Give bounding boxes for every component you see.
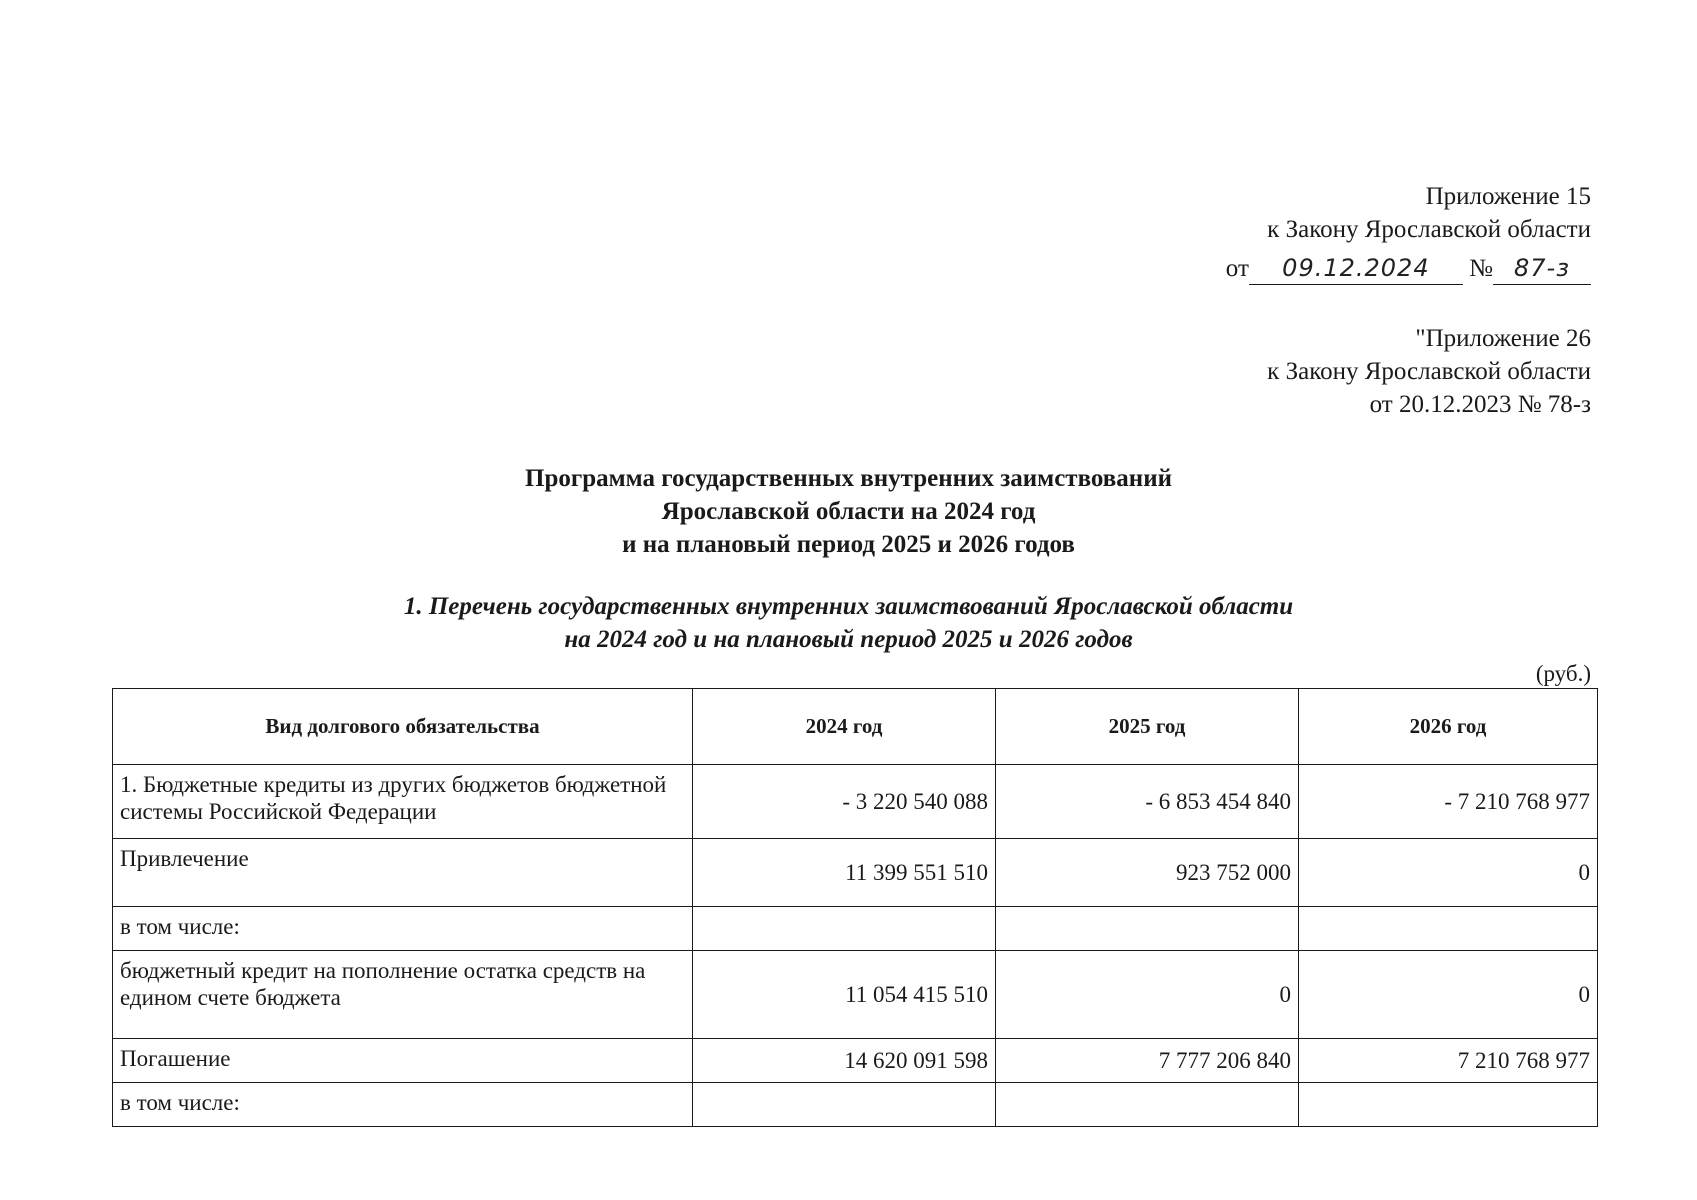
row-label: бюджетный кредит на пополнение остатка средств на едином счете бюджета xyxy=(113,951,693,1039)
value-2025 xyxy=(996,907,1299,951)
section-heading-line-1: 1. Перечень государственных внутренних заимствований Ярославской области xyxy=(403,593,1294,620)
document-title-line-3: и на плановый период 2025 и 2026 годов xyxy=(622,531,1075,558)
document-title-line-1: Программа государственных внутренних заимствований xyxy=(525,465,1172,492)
row-label: 1. Бюджетные кредиты из других бюджетов бюджетной системы Российской Федерации xyxy=(113,765,693,839)
value-2025: - 6 853 454 840 xyxy=(996,765,1299,839)
value-2026: - 7 210 768 977 xyxy=(1299,765,1598,839)
appendix-title: Приложение 15 xyxy=(1425,183,1591,210)
borrowings-table xyxy=(112,688,1598,1127)
original-appendix-title: "Приложение 26 xyxy=(1415,325,1591,352)
appendix-date-line xyxy=(1226,252,1591,285)
value-2026: 7 210 768 977 xyxy=(1299,1039,1598,1083)
table-header-row xyxy=(113,689,1598,765)
value-2026 xyxy=(1299,907,1598,951)
appendix-header xyxy=(1226,180,1591,285)
value-2026: 0 xyxy=(1299,839,1598,907)
value-2025: 7 777 206 840 xyxy=(996,1039,1299,1083)
row-label: Привлечение xyxy=(113,839,693,907)
original-appendix-header xyxy=(1267,322,1591,421)
value-2025: 0 xyxy=(996,951,1299,1039)
value-2024 xyxy=(693,907,996,951)
column-header-obligation-type: Вид долгового обязательства xyxy=(113,689,693,765)
value-2024: 11 399 551 510 xyxy=(693,839,996,907)
appendix-law-ref: к Закону Ярославской области xyxy=(1267,216,1591,243)
section-heading-line-2: на 2024 год и на плановый период 2025 и 2026 годов xyxy=(564,626,1133,653)
value-2024: - 3 220 540 088 xyxy=(693,765,996,839)
table-row xyxy=(113,765,1598,839)
table-row xyxy=(113,951,1598,1039)
table-row xyxy=(113,1083,1598,1127)
column-header-2025: 2025 год xyxy=(996,689,1299,765)
table-row xyxy=(113,839,1598,907)
table-row xyxy=(113,907,1598,951)
column-header-2026: 2026 год xyxy=(1299,689,1598,765)
value-2024 xyxy=(693,1083,996,1127)
row-label: в том числе: xyxy=(113,1083,693,1127)
handwritten-date: 09.12.2024 xyxy=(1249,252,1463,285)
value-2026 xyxy=(1299,1083,1598,1127)
number-sign: № xyxy=(1469,255,1493,282)
row-label: Погашение xyxy=(113,1039,693,1083)
date-prefix: от xyxy=(1225,255,1249,282)
value-2024: 14 620 091 598 xyxy=(693,1039,996,1083)
column-header-2024: 2024 год xyxy=(693,689,996,765)
value-2026: 0 xyxy=(1299,951,1598,1039)
section-heading xyxy=(0,590,1697,656)
original-appendix-date-line: от 20.12.2023 № 78-з xyxy=(1369,391,1591,418)
value-2024: 11 054 415 510 xyxy=(693,951,996,1039)
original-appendix-law-ref: к Закону Ярославской области xyxy=(1267,358,1591,385)
handwritten-number: 87-з xyxy=(1493,252,1591,285)
document-title-line-2: Ярославской области на 2024 год xyxy=(661,498,1036,525)
unit-label: (руб.) xyxy=(1535,661,1591,686)
document-title xyxy=(0,462,1697,561)
row-label: в том числе: xyxy=(113,907,693,951)
value-2025 xyxy=(996,1083,1299,1127)
value-2025: 923 752 000 xyxy=(996,839,1299,907)
table-row xyxy=(113,1039,1598,1083)
